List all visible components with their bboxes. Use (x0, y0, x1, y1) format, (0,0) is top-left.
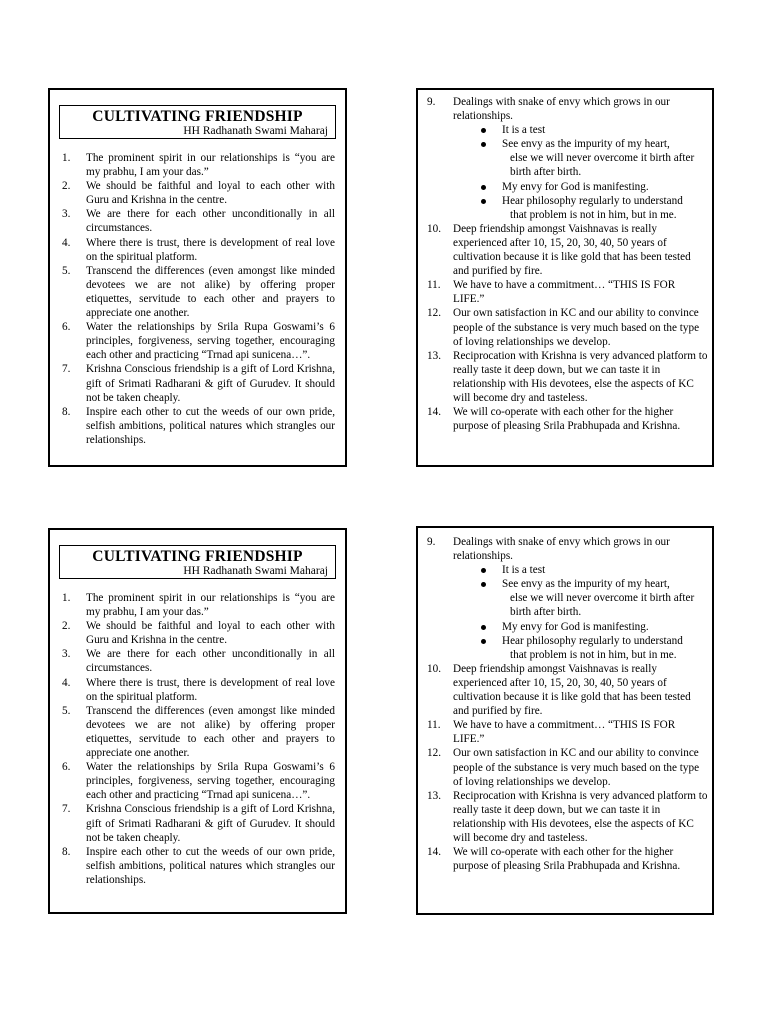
points-list-1-8 (60, 591, 335, 887)
list-item: 8. Inspire each other to cut the weeds of our own pride, selfish ambitions, political natures which strangles our relationships. (62, 845, 335, 886)
bullet-dot-icon (481, 128, 486, 133)
bullet-item: See envy as the impurity of my heart, else we will never overcome it birth after birth after birth. (453, 137, 709, 179)
card-right-top (416, 88, 714, 467)
list-item: 11. We have to have a commitment… “THIS IS FOR LIFE.” (427, 719, 676, 746)
list-item: 6. Water the relationships by Srila Rupa Goswami’s 6 principles, forgiveness, serving together, encouraging each other and practicing “Trnad api sunicena…”. (62, 761, 335, 802)
bullet-dot-icon (481, 142, 486, 147)
points-list-1-8 (60, 151, 335, 447)
bullet-dot-icon (481, 625, 486, 630)
bullet-item: It is a test (453, 563, 709, 577)
list-item: 1. The prominent spirit in our relationships is “you are my prabhu, I am your das.” (62, 592, 335, 619)
list-item: 8. Inspire each other to cut the weeds of our own pride, selfish ambitions, political natures which strangles our relationships. (62, 405, 335, 446)
card-right-bottom (416, 526, 714, 915)
bullet-item: Hear philosophy regularly to understand that problem is not in him, but in me. (453, 194, 709, 222)
list-item: 6. Water the relationships by Srila Rupa Goswami’s 6 principles, forgiveness, serving together, encouraging each other and practicing “Trnad api sunicena…”. (62, 321, 335, 362)
card-left-top (48, 88, 347, 467)
points-list-9-14 (427, 535, 709, 873)
list-item: 3. We are there for each other unconditionally in all circumstances. (62, 208, 335, 235)
bullet-item: My envy for God is manifesting. (453, 180, 709, 194)
list-item: 11. We have to have a commitment… “THIS IS FOR LIFE.” (427, 279, 676, 306)
list-item: 12. Our own satisfaction in KC and our ability to convince people of the substance is very much based on the type of loving relationships we develop. (427, 747, 700, 788)
list-item: 9. Dealings with snake of envy which grows in our relationships. (427, 536, 670, 563)
list-item: 3. We are there for each other unconditionally in all circumstances. (62, 648, 335, 675)
list-item: 10. Deep friendship amongst Vaishnavas is really experienced after 10, 15, 20, 30, 40, 50 years of cultivation because it is like gold that has been tested and purified by fire. (427, 662, 691, 718)
bullet-item: My envy for God is manifesting. (453, 620, 709, 634)
bullet-dot-icon (481, 568, 486, 573)
list-item: 5. Transcend the differences (even amongst like minded devotees we are not alike) by offering proper etiquettes, servitude to each other and prayers to appreciate one another. (62, 704, 335, 760)
bullet-group (427, 123, 709, 222)
list-item: 7. Krishna Conscious friendship is a gift of Lord Krishna, gift of Srimati Radharani & gift of Gurudev. It should not be taken cheaply. (62, 803, 335, 844)
bullet-list (453, 563, 709, 662)
list-item: 14. We will co-operate with each other for the higher purpose of pleasing Srila Prabhupada and Krishna. (427, 406, 681, 433)
list-item: 14. We will co-operate with each other for the higher purpose of pleasing Srila Prabhupada and Krishna. (427, 846, 681, 873)
bullet-item: Hear philosophy regularly to understand that problem is not in him, but in me. (453, 634, 709, 662)
title-box (59, 545, 336, 579)
list-item: 12. Our own satisfaction in KC and our ability to convince people of the substance is very much based on the type of loving relationships we develop. (427, 307, 700, 348)
list-item: 2. We should be faithful and loyal to each other with Guru and Krishna in the centre. (62, 180, 335, 207)
list-item: 4. Where there is trust, there is development of real love on the spiritual platform. (62, 236, 335, 263)
bullet-dot-icon (481, 582, 486, 587)
list-item: 2. We should be faithful and loyal to each other with Guru and Krishna in the centre. (62, 620, 335, 647)
list-item: 5. Transcend the differences (even amongst like minded devotees we are not alike) by offering proper etiquettes, servitude to each other and prayers to appreciate one another. (62, 264, 335, 320)
card-author: HH Radhanath Swami Maharaj (183, 125, 328, 137)
points-list-9-14 (427, 95, 709, 433)
list-item: 13. Reciprocation with Krishna is very advanced platform to really taste it deep down, but we can taste it in relationship with His devotees, else the aspects of KC will become dry and tasteless. (427, 789, 708, 844)
list-item: 13. Reciprocation with Krishna is very advanced platform to really taste it deep down, but we can taste it in relationship with His devotees, else the aspects of KC will become dry and tasteless. (427, 349, 708, 404)
list-item: 10. Deep friendship amongst Vaishnavas is really experienced after 10, 15, 20, 30, 40, 50 years of cultivation because it is like gold that has been tested and purified by fire. (427, 222, 691, 278)
bullet-group (427, 563, 709, 662)
list-item: 9. Dealings with snake of envy which grows in our relationships. (427, 96, 670, 123)
title-box (59, 105, 336, 139)
bullet-list (453, 123, 709, 222)
bullet-item: See envy as the impurity of my heart, else we will never overcome it birth after birth after birth. (453, 577, 709, 619)
card-author: HH Radhanath Swami Maharaj (183, 565, 328, 577)
list-item: 1. The prominent spirit in our relationships is “you are my prabhu, I am your das.” (62, 152, 335, 179)
card-title: CULTIVATING FRIENDSHIP (92, 108, 303, 125)
bullet-item: It is a test (453, 123, 709, 137)
bullet-dot-icon (481, 185, 486, 190)
bullet-dot-icon (481, 639, 486, 644)
card-title: CULTIVATING FRIENDSHIP (92, 548, 303, 565)
card-left-bottom (48, 528, 347, 914)
list-item: 4. Where there is trust, there is development of real love on the spiritual platform. (62, 676, 335, 703)
list-item: 7. Krishna Conscious friendship is a gift of Lord Krishna, gift of Srimati Radharani & gift of Gurudev. It should not be taken cheaply. (62, 363, 335, 404)
bullet-dot-icon (481, 199, 486, 204)
